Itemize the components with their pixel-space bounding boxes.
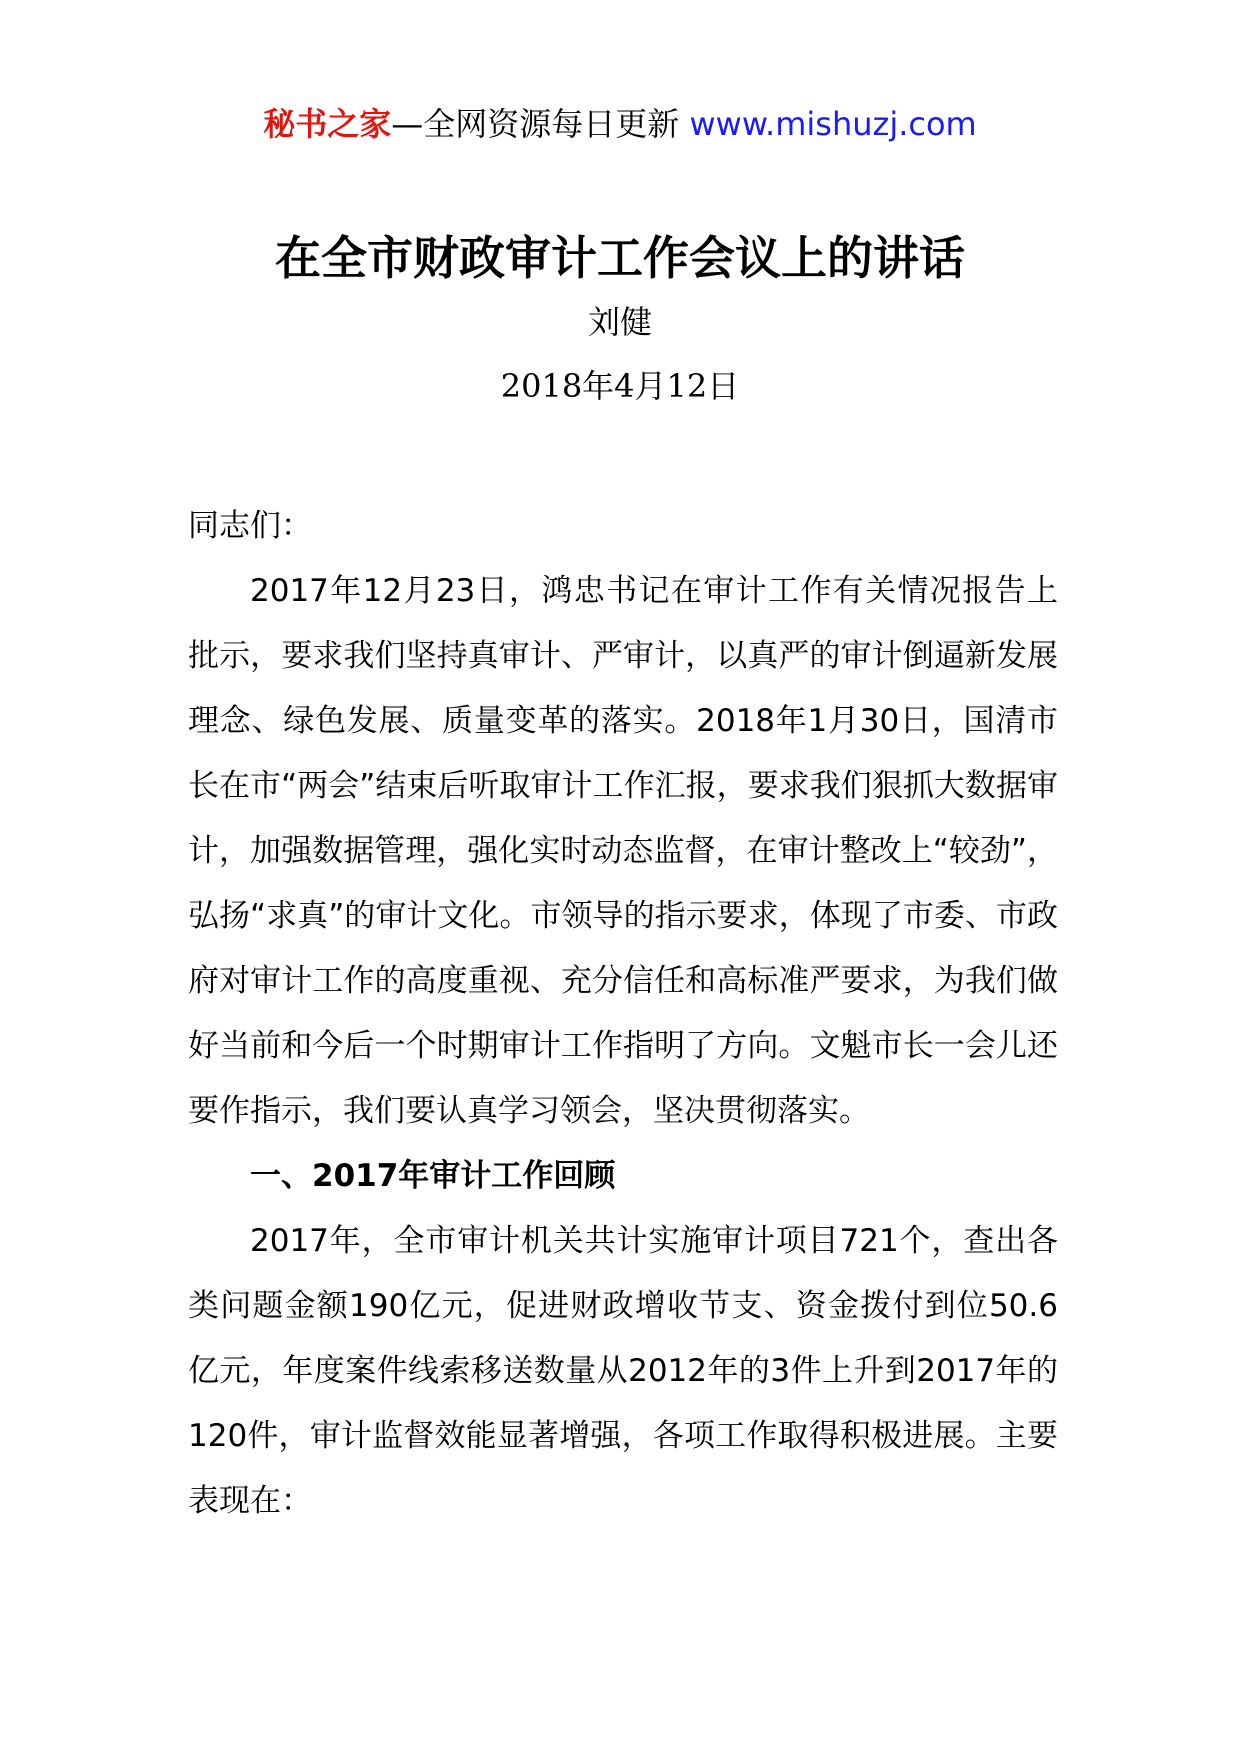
paragraph: 2017年12月23日，鸿忠书记在审计工作有关情况报告上批示，要求我们坚持真审计、严审计，以真严的审计倒逼新发展理念、绿色发展、质量变革的落实。2018年1月30日，国清市长在市“两会”结束后听取审计工作汇报，要求我们狠抓大数据审计，加强数据管理，强化实时动态监督，在审计整改上“较劲”，弘扬“求真”的审计文化。市领导的指示要求，体现了市委、市政府对审计工作的高度重视、充分信任和高标准严要求，为我们做好当前和今后一个时期审计工作指明了方向。文魁市长一会儿还要作指示，我们要认真学习领会，坚决贯彻落实。 — [188, 573, 1058, 1129]
paragraph: 2017年，全市审计机关共计实施审计项目721个，查出各类问题金额190亿元，促进财政增收节支、资金拨付到位50.6亿元，年度案件线索移送数量从2012年的3件上升到2017年的120件，审计监督效能显著增强，各项工作取得积极进展。主要表现在： — [188, 1223, 1058, 1519]
document-date: 2018年4月12日 — [500, 367, 740, 405]
site-url-link[interactable]: www.mishuzj.com — [689, 105, 977, 143]
document-body — [188, 494, 1058, 1534]
document-author: 刘健 — [587, 303, 652, 341]
section-heading: 一、2017年审计工作回顾 — [250, 1158, 616, 1194]
document-title: 在全市财政审计工作会议上的讲话 — [275, 231, 965, 285]
site-tagline: —全网资源每日更新 — [391, 105, 680, 143]
salutation: 同志们： — [188, 508, 312, 544]
brand-name: 秘书之家 — [263, 105, 392, 143]
site-header — [0, 100, 1240, 148]
